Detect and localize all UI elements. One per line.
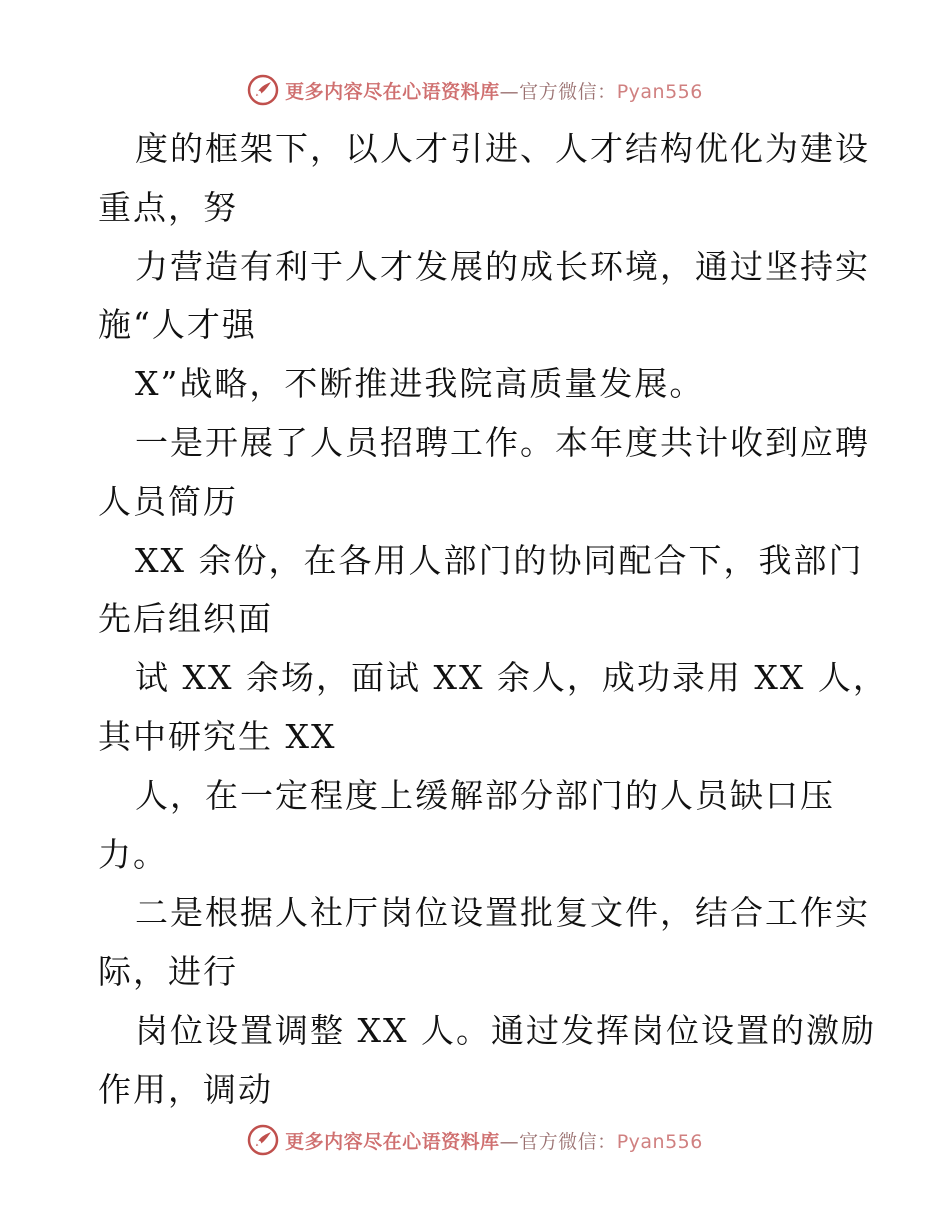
text-line: 其中研究生 XX — [98, 716, 337, 756]
text-line: 人员简历 — [98, 481, 238, 521]
text-line: 二是根据人社厅岗位设置批复文件，结合工作实 — [135, 893, 870, 933]
text-line: 力。 — [98, 834, 168, 874]
text-line: 人，在一定程度上缓解部分部门的人员缺口压 — [135, 775, 835, 815]
text-line: 施“人才强 — [98, 305, 257, 345]
footer-watermark-main: 更多内容尽在心语资料库 — [285, 1130, 500, 1153]
header-watermark-id: Pyan556 — [616, 80, 703, 103]
brand-logo-icon — [247, 74, 279, 106]
text-line: 际，进行 — [98, 952, 238, 992]
text-line: X”战略，不断推进我院高质量发展。 — [135, 364, 705, 404]
header-watermark-banner — [0, 70, 950, 110]
brand-logo-icon — [247, 1124, 279, 1156]
header-watermark-text — [285, 77, 703, 104]
text-line: 度的框架下，以人才引进、人才结构优化为建设 — [135, 129, 870, 168]
document-body — [98, 120, 888, 1120]
text-line: 力营造有利于人才发展的成长环境，通过坚持实 — [135, 246, 870, 286]
footer-watermark-banner — [0, 1120, 950, 1160]
footer-watermark-sub: —官方微信： — [499, 1130, 617, 1153]
header-watermark-main: 更多内容尽在心语资料库 — [285, 80, 500, 103]
text-line: 先后组织面 — [98, 599, 273, 639]
footer-watermark-id: Pyan556 — [616, 1130, 703, 1153]
text-line: 一是开展了人员招聘工作。本年度共计收到应聘 — [135, 422, 870, 462]
text-line: 重点，努 — [98, 187, 238, 227]
text-line: 试 XX 余场，面试 XX 余人，成功录用 XX 人， — [135, 658, 888, 698]
text-line: 作用，调动 — [98, 1069, 273, 1109]
text-line: 岗位设置调整 XX 人。通过发挥岗位设置的激励 — [135, 1010, 876, 1050]
text-line: XX 余份，在各用人部门的协同配合下，我部门 — [135, 540, 864, 580]
header-watermark-sub: —官方微信： — [499, 80, 617, 103]
footer-watermark-text — [285, 1127, 703, 1154]
